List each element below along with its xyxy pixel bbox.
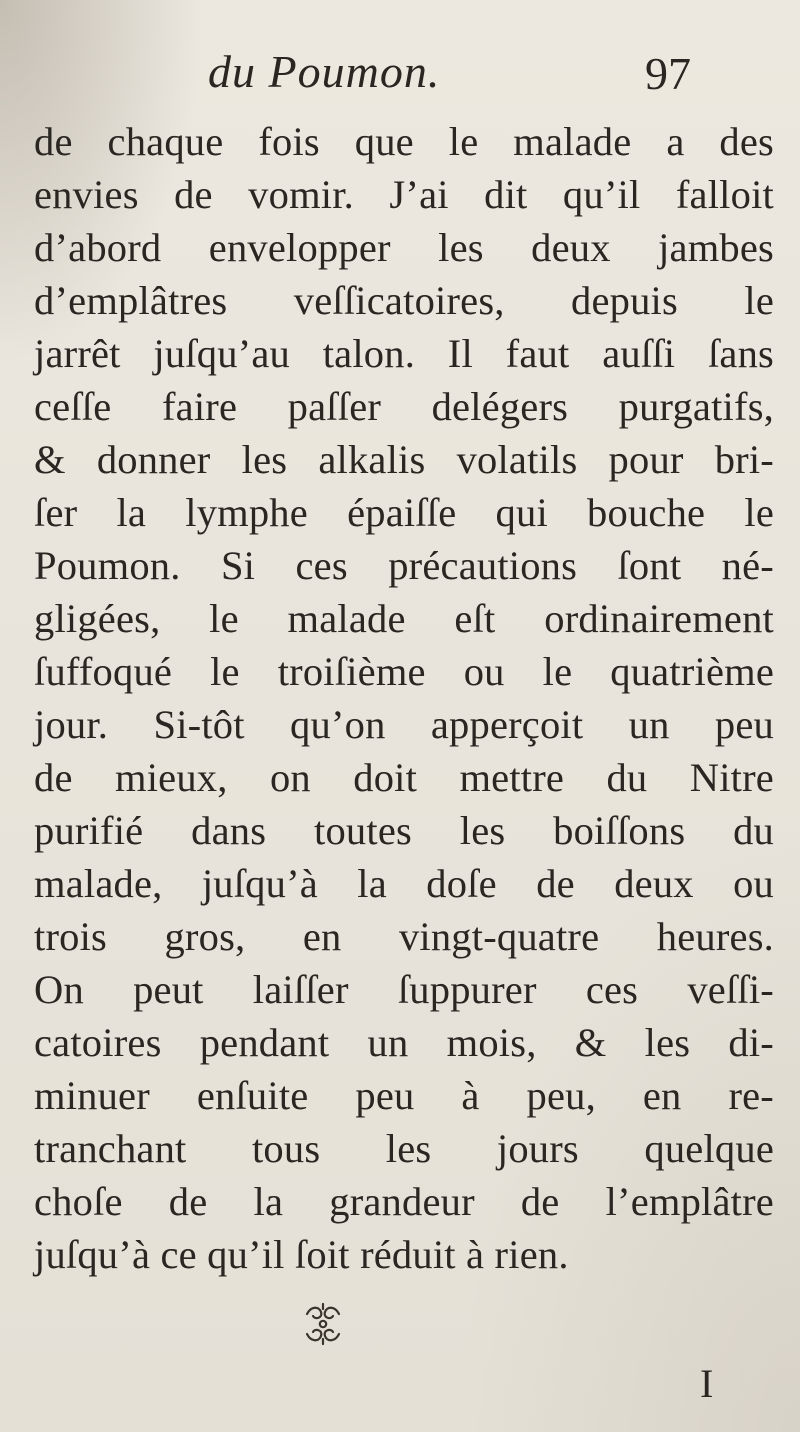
text-line: Poumon. Si ces précautions ſont né- [34,543,774,588]
text-line: ſer la lymphe épaiſſe qui bouche le [34,490,774,535]
text-line: purifié dans toutes les boiſſons du [34,808,774,853]
signature-mark: I [700,1361,714,1406]
text-line: de mieux, on doit mettre du Nitre [34,755,774,800]
text-line: minuer enſuite peu à peu, en re- [34,1073,774,1118]
body-text [34,115,774,1281]
text-line: malade, juſqu’à la doſe de deux ou [34,861,774,906]
text-line: choſe de la grandeur de l’emplâtre [34,1179,774,1224]
page-number: 97 [645,48,691,99]
text-line: de chaque fois que le malade a des [34,119,774,164]
text-line: & donner les alkalis volatils pour bri- [34,437,774,482]
text-line: envies de vomir. J’ai dit qu’il falloit [34,172,774,217]
text-line: tranchant tous les jours quelque [34,1126,774,1171]
text-line: ceſſe faire paſſer delégers purgatifs, [34,384,774,429]
text-line: On peut laiſſer ſuppurer ces veſſi- [34,967,774,1012]
fleuron-ornament-icon [299,1300,347,1348]
text-line: trois gros, en vingt-quatre heures. [34,914,774,959]
running-head [0,45,800,105]
text-line: ſuffoqué le troiſième ou le quatrième [34,649,774,694]
text-line: jour. Si-tôt qu’on apperçoit un peu [34,702,774,747]
text-line: catoires pendant un mois, & les di- [34,1020,774,1065]
running-title: du Poumon. [208,46,441,97]
text-line: d’emplâtres veſſicatoires, depuis le [34,278,774,323]
text-line: gligées, le malade eſt ordinairement [34,596,774,641]
text-line: juſqu’à ce qu’il ſoit réduit à rien. [34,1232,569,1277]
text-line: jarrêt juſqu’au talon. Il faut auſſi ſans [34,331,774,376]
text-line: d’abord envelopper les deux jambes [34,225,774,270]
